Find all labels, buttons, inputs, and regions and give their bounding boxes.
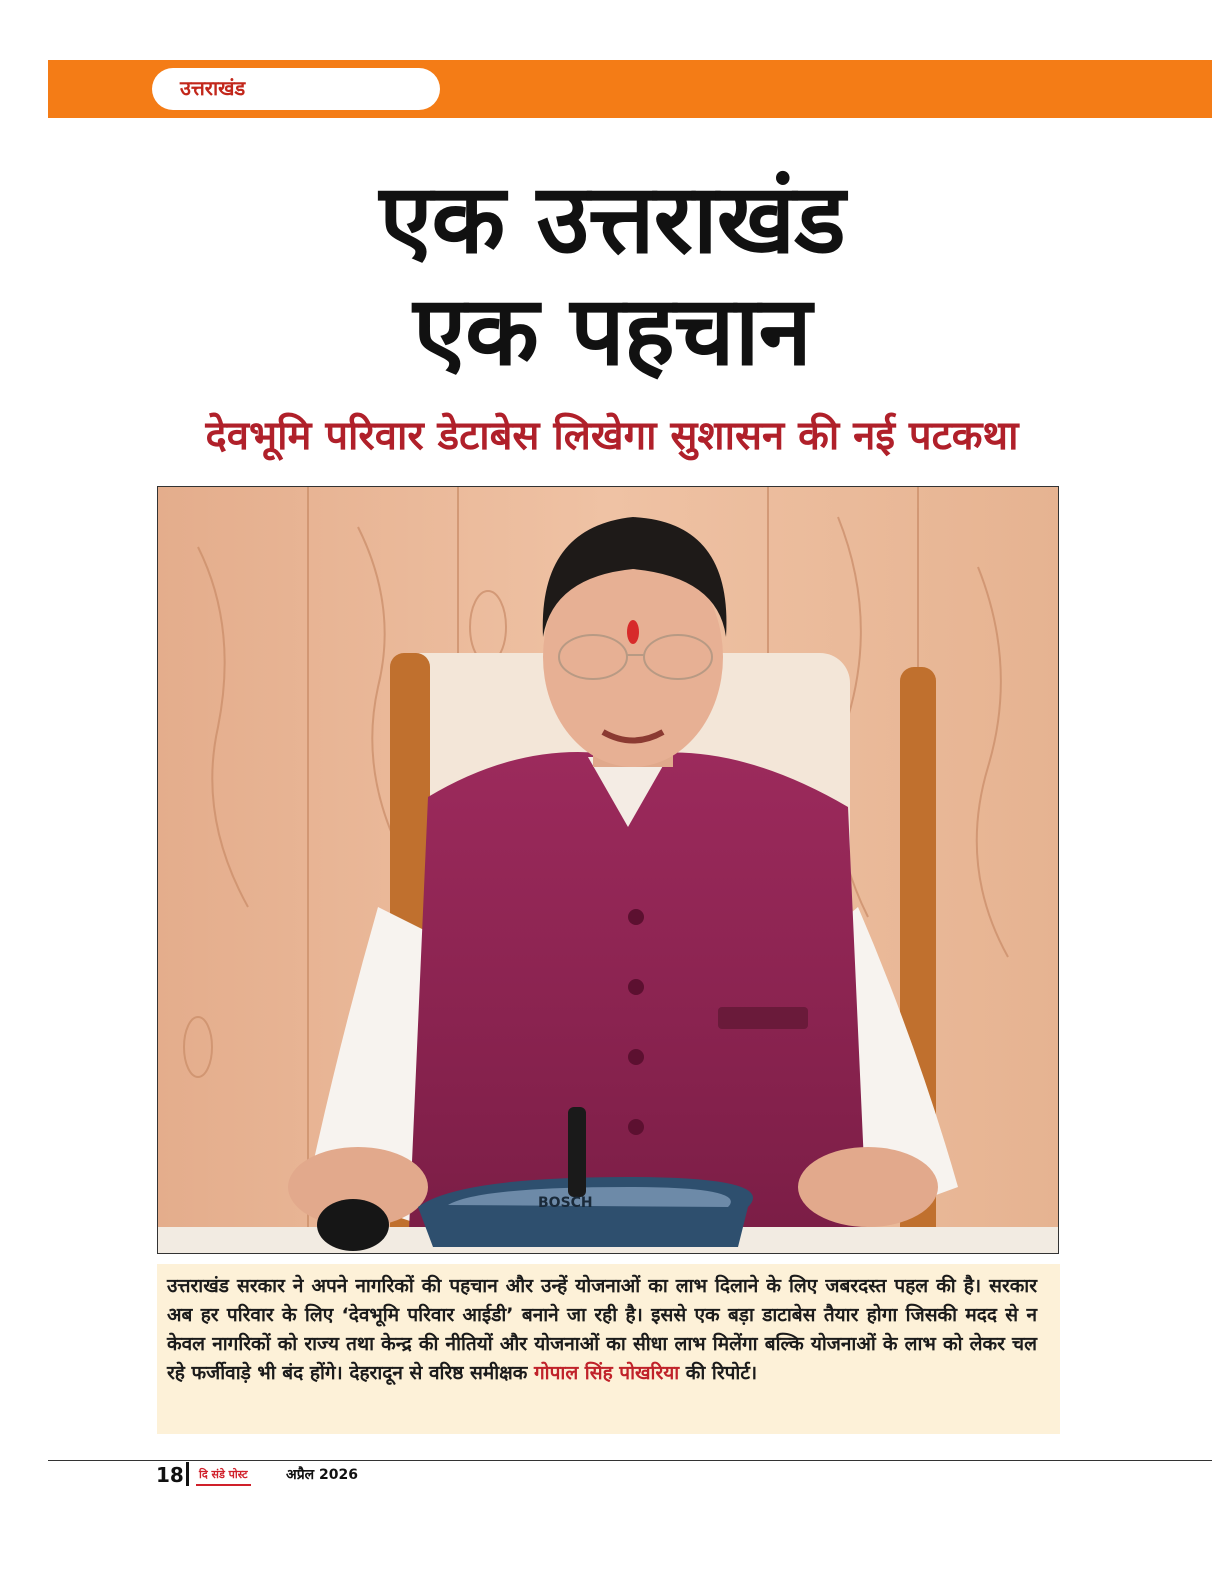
issue-date: अप्रैल 2026 xyxy=(286,1467,358,1483)
footer-rule xyxy=(48,1460,1212,1461)
subheadline: देवभूमि परिवार डेटाबेस लिखेगा सुशासन की नई पटकथा xyxy=(205,413,1019,459)
intro-paragraph xyxy=(167,1272,1037,1388)
footer-divider xyxy=(186,1462,189,1486)
intro-suffix: की रिपोर्ट। xyxy=(685,1362,758,1384)
page-number: 18 xyxy=(156,1463,184,1487)
section-label: उत्तराखंड xyxy=(180,76,246,100)
headline-line-1: एक उत्तराखंड xyxy=(379,163,845,275)
intro-box xyxy=(157,1264,1060,1434)
desk-device-label: BOSCH xyxy=(538,1195,593,1211)
author-name: गोपाल सिंह पोखरिया xyxy=(533,1362,680,1384)
publication-logo: दि संडे पोस्ट xyxy=(196,1466,251,1486)
headline-line-2: एक पहचान xyxy=(413,275,811,387)
photo-illustration xyxy=(158,487,1058,1253)
intro-text: उत्तराखंड सरकार ने अपने नागरिकों की पहचान और उन्हें योजनाओं का लाभ दिलाने के लिए जबरदस्त पहल की है। सरकार अब हर परिवार के लिए ‘देवभूमि परिवार आईडी’ बनाने जा रही है। इससे एक बड़ा डाटाबेस तैयार होगा जिसकी मदद से न केवल नागरिकों को राज्य तथा केन्द्र की नीतियों और योजनाओं का सीधा लाभ मिलेंगा बल्कि योजनाओं के लाभ को लेकर चल रहे फर्जीवाड़े भी बंद होंगे। देहरादून से वरिष्ठ समीक्षक xyxy=(167,1275,1037,1384)
section-tag xyxy=(152,68,440,110)
article-photo xyxy=(157,486,1059,1254)
